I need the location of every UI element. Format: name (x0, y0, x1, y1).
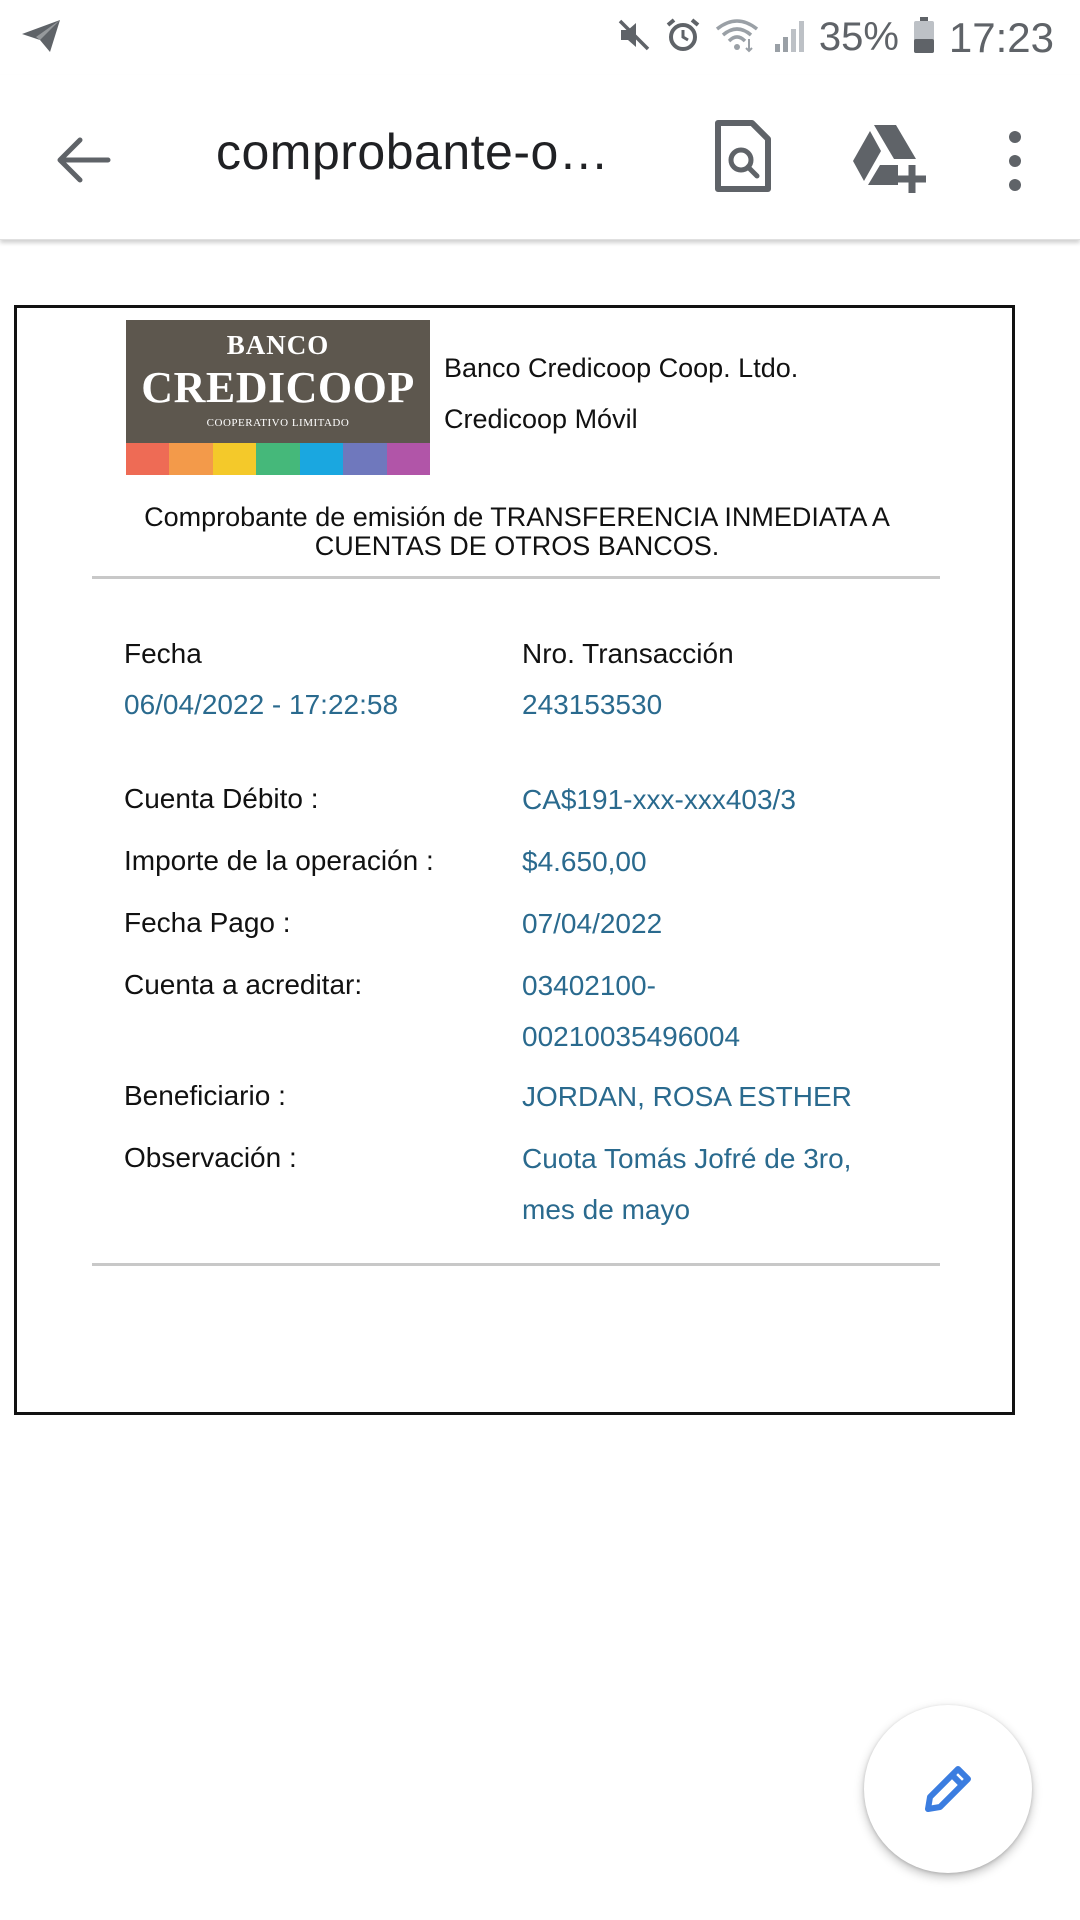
battery-percent: 35% (818, 15, 899, 59)
back-button[interactable] (50, 125, 120, 195)
cuenta-acreditar-value-line1: 03402100- (522, 970, 656, 1001)
document-title: comprobante-o… (216, 124, 610, 180)
mute-icon (617, 18, 651, 57)
beneficiario-label: Beneficiario : (124, 1080, 286, 1111)
signal-icon (773, 18, 805, 57)
more-options-button[interactable] (995, 123, 1035, 199)
cuenta-debito-label: Cuenta Débito : (124, 783, 319, 814)
battery-icon (913, 17, 935, 58)
drive-add-icon (850, 121, 930, 195)
observacion-label: Observación : (124, 1142, 297, 1173)
observacion-value (522, 1133, 851, 1235)
fecha-pago-label: Fecha Pago : (124, 907, 291, 938)
status-bar (0, 0, 1080, 75)
fecha-value: 06/04/2022 - 17:22:58 (124, 689, 399, 720)
importe-value: $4.650,00 (522, 846, 647, 877)
edit-pencil-icon (918, 1759, 978, 1819)
logo-subtitle-text: COOPERATIVO LIMITADO (206, 417, 350, 429)
logo-stripe-4 (256, 443, 299, 475)
top-divider (92, 576, 940, 579)
wifi-icon (715, 17, 759, 58)
nro-transaccion-label: Nro. Transacción (522, 638, 734, 669)
document-search-icon (712, 119, 776, 195)
more-vert-icon (995, 123, 1035, 199)
app-bar (0, 75, 1080, 240)
bank-name: Banco Credicoop Coop. Ltdo. (444, 353, 799, 383)
fecha-label: Fecha (124, 638, 202, 669)
observacion-value-line2: mes de mayo (522, 1194, 691, 1225)
cuenta-acreditar-label: Cuenta a acreditar: (124, 969, 363, 1000)
logo-stripe-1 (126, 443, 169, 475)
receipt-title-line1: Comprobante de emisión de TRANSFERENCIA INMEDIATA A (144, 502, 890, 532)
receipt-title-line2: CUENTAS DE OTROS BANCOS. (314, 531, 720, 561)
bottom-divider (92, 1263, 940, 1266)
receipt-title (57, 503, 977, 561)
logo-stripe-7 (387, 443, 430, 475)
logo-stripe-6 (343, 443, 386, 475)
credicoop-logo (126, 320, 430, 475)
logo-stripe-2 (169, 443, 212, 475)
cuenta-debito-value: CA$191-xxx-xxx403/3 (522, 784, 796, 815)
cuenta-acreditar-value-line2: 00210035496004 (522, 1021, 741, 1052)
arrow-back-icon (50, 125, 120, 195)
logo-color-stripes (126, 443, 430, 475)
edit-fab-button[interactable] (864, 1705, 1032, 1873)
logo-banco-text: BANCO (226, 330, 330, 360)
importe-label: Importe de la operación : (124, 845, 434, 876)
bank-app-name: Credicoop Móvil (444, 404, 638, 434)
receipt-document (14, 305, 1015, 1415)
fecha-pago-value: 07/04/2022 (522, 908, 663, 939)
nro-transaccion-value: 243153530 (522, 689, 663, 720)
observacion-value-line1: Cuota Tomás Jofré de 3ro, (522, 1143, 852, 1174)
cuenta-acreditar-value (522, 960, 740, 1062)
logo-stripe-3 (213, 443, 256, 475)
telegram-notification-icon (20, 18, 64, 59)
clock: 17:23 (948, 13, 1054, 61)
add-to-drive-button[interactable] (850, 121, 930, 195)
beneficiario-value: JORDAN, ROSA ESTHER (522, 1081, 852, 1112)
find-in-document-button[interactable] (712, 119, 776, 195)
logo-stripe-5 (300, 443, 343, 475)
logo-credicoop-text: CREDICOOP (141, 363, 415, 412)
alarm-icon (665, 17, 701, 58)
